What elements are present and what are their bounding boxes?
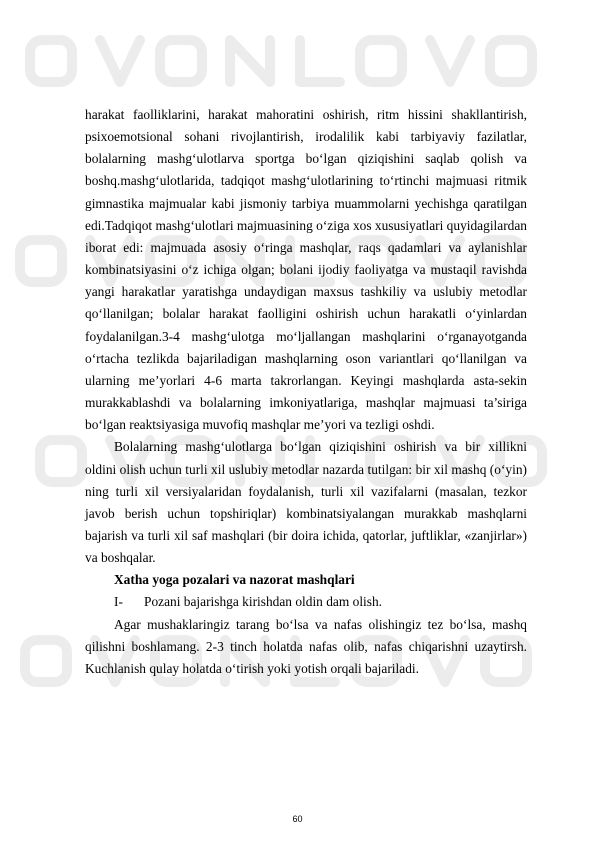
paragraph-breathing: Agar mushaklaringiz tarang bo‘lsa va nafas olishingiz tez bo‘lsa, mashq qilishni boshlamang. 2-3 tinch holatda nafas olib, nafas chiqarishni uzaytirsh. Kuchlanish qulay holatda o‘tirish yoki yotish orqali bajariladi. [85, 616, 527, 676]
page-body [85, 104, 527, 680]
paragraph-methods: Bolalarning mashg‘ulotlarga bo‘lgan qiziqishini oshirish va bir xillikni oldini olish uchun turli xil uslubiy metodlar nazarda tutilgan: bir xil mashq (o‘yin) ning turli xil versiyalaridan foydalanish, turli xil vazifalarni (masalan, tezkor javob berish uchun topshiriqlar) kombinatsiyalangan murakkab mashqlarni bajarish va turli xil saf mashqlari (bir doira ichida, qatorlar, juftliklar, «zanjirlar») va boshqalar. [85, 439, 527, 566]
paragraph-rhythmic-gymnastics: harakat faolliklarini, harakat mahoratini oshirish, ritm hissini shakllantirish, psixoemotsional sohani rivojlantirish, irodalilik kabi tarbiyaviy fazilatlar, bolalarning mashg‘ulotlarva sportga bo‘lgan qiziqishini saqlab qolish va boshq.mashg‘ulotlarida, tadqiqot mashg‘ulotlarining to‘rtinchi majmuasi ritmik gimnastika majmualar kabi jismoniy tarbiya muammolarni yechishga qaratilgan edi.Tadqiqot mashg‘ulotlari majmuasining o‘ziga xos xususiyatlari quyidagilardan iborat edi: majmuada asosiy o‘ringa mashqlar, raqs qadamlari va aylanishlar kombinatsiyasini o‘z ichiga olgan; bolani ijodiy faoliyatga va mustaqil ravishda yangi harakatlar yaratishga undaydigan maxsus tashkiliy va uslubiy metodlar qo‘llanilgan; bolalar harakat faolligini oshirish uchun harakatli o‘yinlardan foydalanilgan.3-4 mashg‘ulotga mo‘ljallangan mashqlarini o‘rganayotganda o‘rtacha tezlikda bajariladigan mashqlarning oson variantlari qo‘llanilgan va ularning me’yorlari 4-6 marta takrorlangan. Keyingi mashqlarda asta-sekin murakkablashdi va bolalarning imkoniyatlariga, mashqlar majmuasi ta’siriga bo‘lgan reaktsiyasiga muvofiq mashqlar me’yori va tezligi oshdi. [85, 107, 527, 433]
list-marker: I- [114, 594, 123, 610]
list-item [85, 591, 527, 613]
section-heading: Xatha yoga pozalari va nazorat mashqlari [114, 572, 355, 588]
watermark-glyph [30, 40, 532, 82]
page-number: 60 [292, 814, 303, 824]
list-item-text: Pozani bajarishga kirishdan oldin dam olish. [144, 594, 383, 610]
